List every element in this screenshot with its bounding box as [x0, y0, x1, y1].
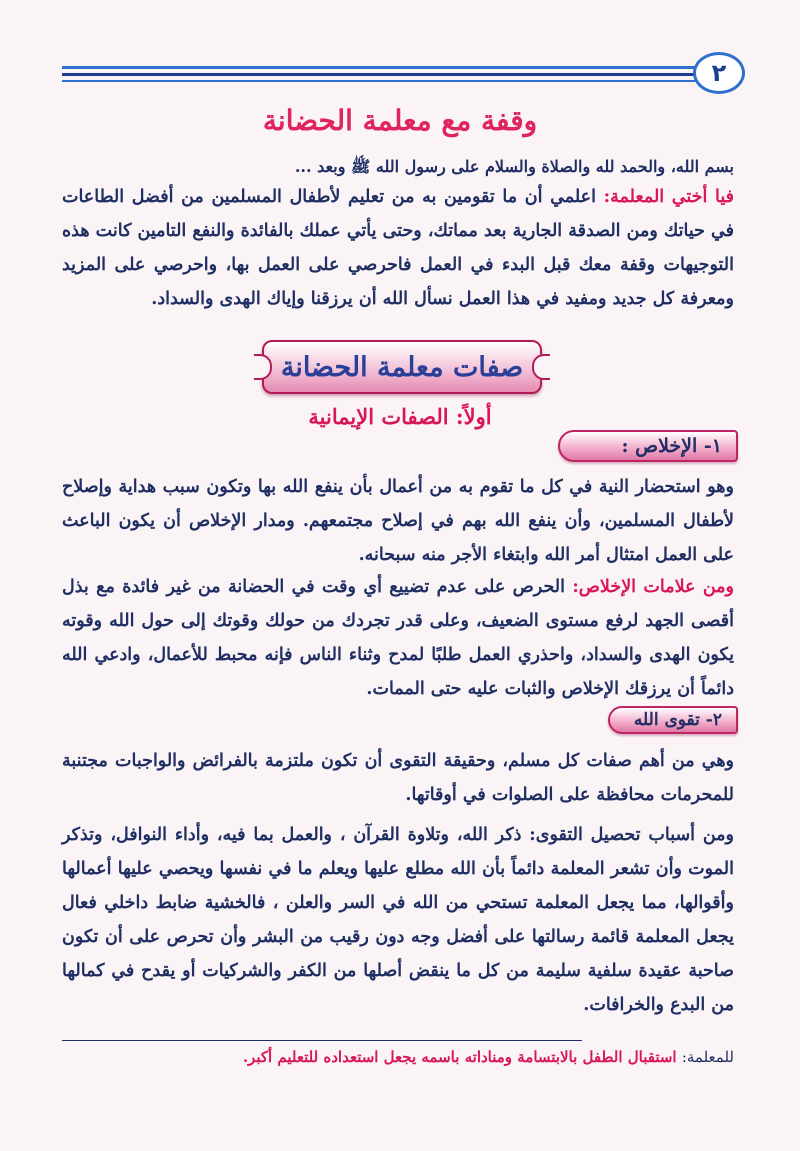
- banner-notch: [254, 354, 272, 380]
- footer-label: للمعلمة:: [681, 1048, 734, 1066]
- intro-text: اعلمي أن ما تقومين به من تعليم لأطفال المسلمين من أفضل الطاعات في حياتك ومن الصدقة الجارية بعد مماتك، وحتى يأتي عملك بالفائدة والنفع التامين كانت هذه التوجيهات وقفة معك قبل البدء في العمل فاحرصي على العمل بها، واحرصي على المزيد ومعرفة كل جديد ومفيد في هذا العمل نسأل الله أن يرزقنا وإياك الهدى والسداد.: [62, 187, 734, 309]
- section-subtitle: أولاً: الصفات الإيمانية: [308, 404, 492, 429]
- page-number: ٢: [693, 52, 745, 94]
- footer-rule: [62, 1040, 582, 1041]
- section-banner-label: صفات معلمة الحضانة: [280, 351, 524, 383]
- intro-paragraph: [62, 180, 734, 316]
- item1-signs-text: الحرص على عدم تضييع أي وقت في الحضانة من غير فائدة مع بذل أقصى الجهد لرفع مستوى الضعيف، وعلى قدر تجردك من حولك وقوتك إلى حول الله وقوته يكون الهدى والسداد، واحذري العمل طلبًا لمدح وثناء الناس فإنه محبط للأعمال، وادعي الله دائماً أن يرزقك الإخلاص والثبات عليه حتى الممات.: [62, 577, 734, 699]
- item2-heading: ٢- تقوى الله: [608, 706, 738, 734]
- page-title: وقفة مع معلمة الحضانة: [262, 104, 538, 137]
- item2-paragraph: وهي من أهم صفات كل مسلم، وحقيقة التقوى أن تكون ملتزمة بالفرائض والواجبات مجتنبة للمحرمات محافظة على الصلوات في أوقاتها.: [62, 751, 734, 805]
- item2-causes-paragraph: ومن أسباب تحصيل التقوى: ذكر الله، وتلاوة القرآن ، والعمل بما فيه، وأداء النوافل، وتذكر الموت وأن تشعر المعلمة دائماً بأن الله مطلع عليها ويعلم ما في نفسها ويحصي عليها أعمالها وأقوالها، مما يجعل المعلمة تستحي من الله في السر والعلن ، فالخشية ضابط داخلي فعال يجعل المعلمة قائمة رسالتها على أفضل وجه دون رقيب من البشر وأن تحرص على أن تكون صاحبة عقيدة سلفية سليمة من كل ما ينقض أصلها من الكفر والشركيات أو يقدح في كمالها من البدع والخرافات.: [62, 825, 734, 1015]
- footer-text: استقبال الطفل بالابتسامة ومناداته باسمه يجعل استعداده للتعليم أكبر.: [242, 1048, 682, 1066]
- basmala: بسم الله، والحمد لله والصلاة والسلام على رسول الله ﷺ وبعد ...: [294, 157, 734, 176]
- section-banner: [262, 340, 542, 394]
- header-rule: [62, 80, 702, 82]
- intro-lead: فيا أختي المعلمة:: [603, 187, 735, 207]
- item1-paragraph: وهو استحضار النية في كل ما تقوم به من أعمال بأن ينفع الله بها وتكون سبب هداية وإصلاح لأطفال المسلمين، وأن ينفع الله بهم في إصلاح مجتمعهم. ومدار الإخلاص أن يكون الباعث على العمل امتثال أمر الله وابتغاء الأجر منه سبحانه.: [62, 477, 734, 565]
- footer-note: [62, 1044, 734, 1070]
- item1-signs-paragraph: [62, 570, 734, 706]
- header-rule: [62, 73, 702, 76]
- item1-heading: ١- الإخلاص :: [558, 430, 738, 462]
- header-rule: [62, 66, 702, 69]
- item1-signs-lead: ومن علامات الإخلاص:: [572, 577, 734, 597]
- banner-notch: [532, 354, 550, 380]
